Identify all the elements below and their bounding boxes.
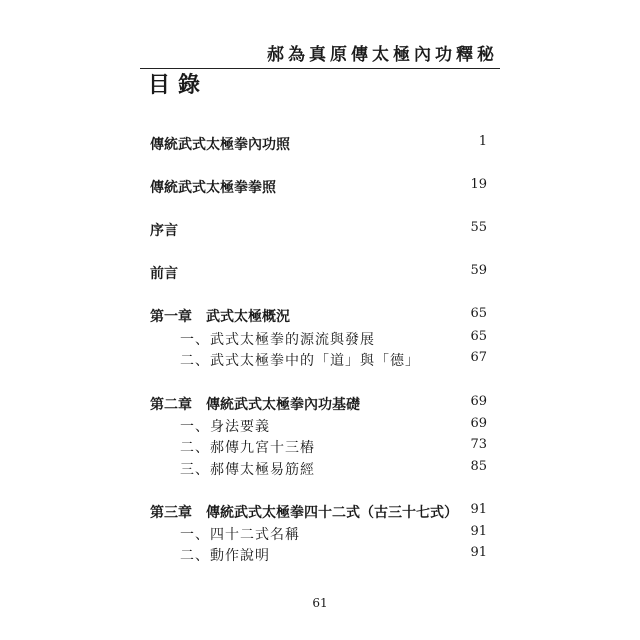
toc-entry-label: 前言	[150, 266, 178, 282]
toc-entry[interactable]	[150, 220, 490, 240]
toc-section-label: 三、郝傳太極易筋經	[180, 462, 315, 478]
toc-entry-label: 傳統武式太極拳拳照	[150, 180, 276, 196]
toc-entry-page: 59	[470, 263, 487, 278]
toc-entry[interactable]	[150, 134, 490, 154]
toc-entry-page: 65	[470, 306, 487, 321]
toc-entry-page: 69	[470, 416, 487, 431]
toc-section-label: 一、身法要義	[180, 419, 270, 435]
toc-entry[interactable]	[150, 263, 490, 283]
toc-heading: 目錄	[148, 72, 209, 98]
toc-section[interactable]	[150, 350, 490, 370]
toc-entry-page: 69	[470, 394, 487, 409]
toc-section[interactable]	[150, 329, 490, 349]
toc-entry-label: 序言	[150, 223, 178, 239]
toc-entry-page: 91	[470, 545, 487, 560]
toc-entry-page: 1	[478, 134, 487, 149]
toc-entry-page: 91	[470, 524, 487, 539]
toc-entry-page: 73	[470, 437, 487, 452]
toc-section-label: 一、武式太極拳的源流與發展	[180, 332, 375, 348]
toc-entry-page: 85	[470, 459, 487, 474]
toc-entry-page: 67	[470, 350, 487, 365]
toc-chapter-label: 第三章 傳統武式太極拳四十二式（古三十七式）	[150, 505, 458, 521]
toc-entry[interactable]	[150, 177, 490, 197]
toc-entry-page: 19	[470, 177, 487, 192]
book-title: 郝為真原傳太極內功釋秘	[267, 45, 498, 65]
toc-chapter[interactable]	[150, 502, 490, 522]
toc-list	[150, 0, 490, 640]
toc-chapter-label: 第二章 傳統武式太極拳內功基礎	[150, 397, 360, 413]
toc-entry-page: 91	[470, 502, 487, 517]
toc-section[interactable]	[150, 524, 490, 544]
toc-section-label: 一、四十二式名稱	[180, 527, 300, 543]
toc-section-label: 二、動作說明	[180, 548, 270, 564]
toc-chapter[interactable]	[150, 306, 490, 326]
toc-section-label: 二、武式太極拳中的「道」與「德」	[180, 353, 420, 369]
toc-chapter-label: 第一章 武式太極概況	[150, 309, 290, 325]
toc-section-label: 二、郝傳九宮十三樁	[180, 440, 315, 456]
toc-section[interactable]	[150, 437, 490, 457]
toc-chapter[interactable]	[150, 394, 490, 414]
toc-entry-page: 55	[470, 220, 487, 235]
toc-section[interactable]	[150, 459, 490, 479]
toc-entry-label: 傳統武式太極拳內功照	[150, 137, 290, 153]
toc-section[interactable]	[150, 545, 490, 565]
page-number: 61	[312, 596, 328, 610]
toc-entry-page: 65	[470, 329, 487, 344]
toc-section[interactable]	[150, 416, 490, 436]
